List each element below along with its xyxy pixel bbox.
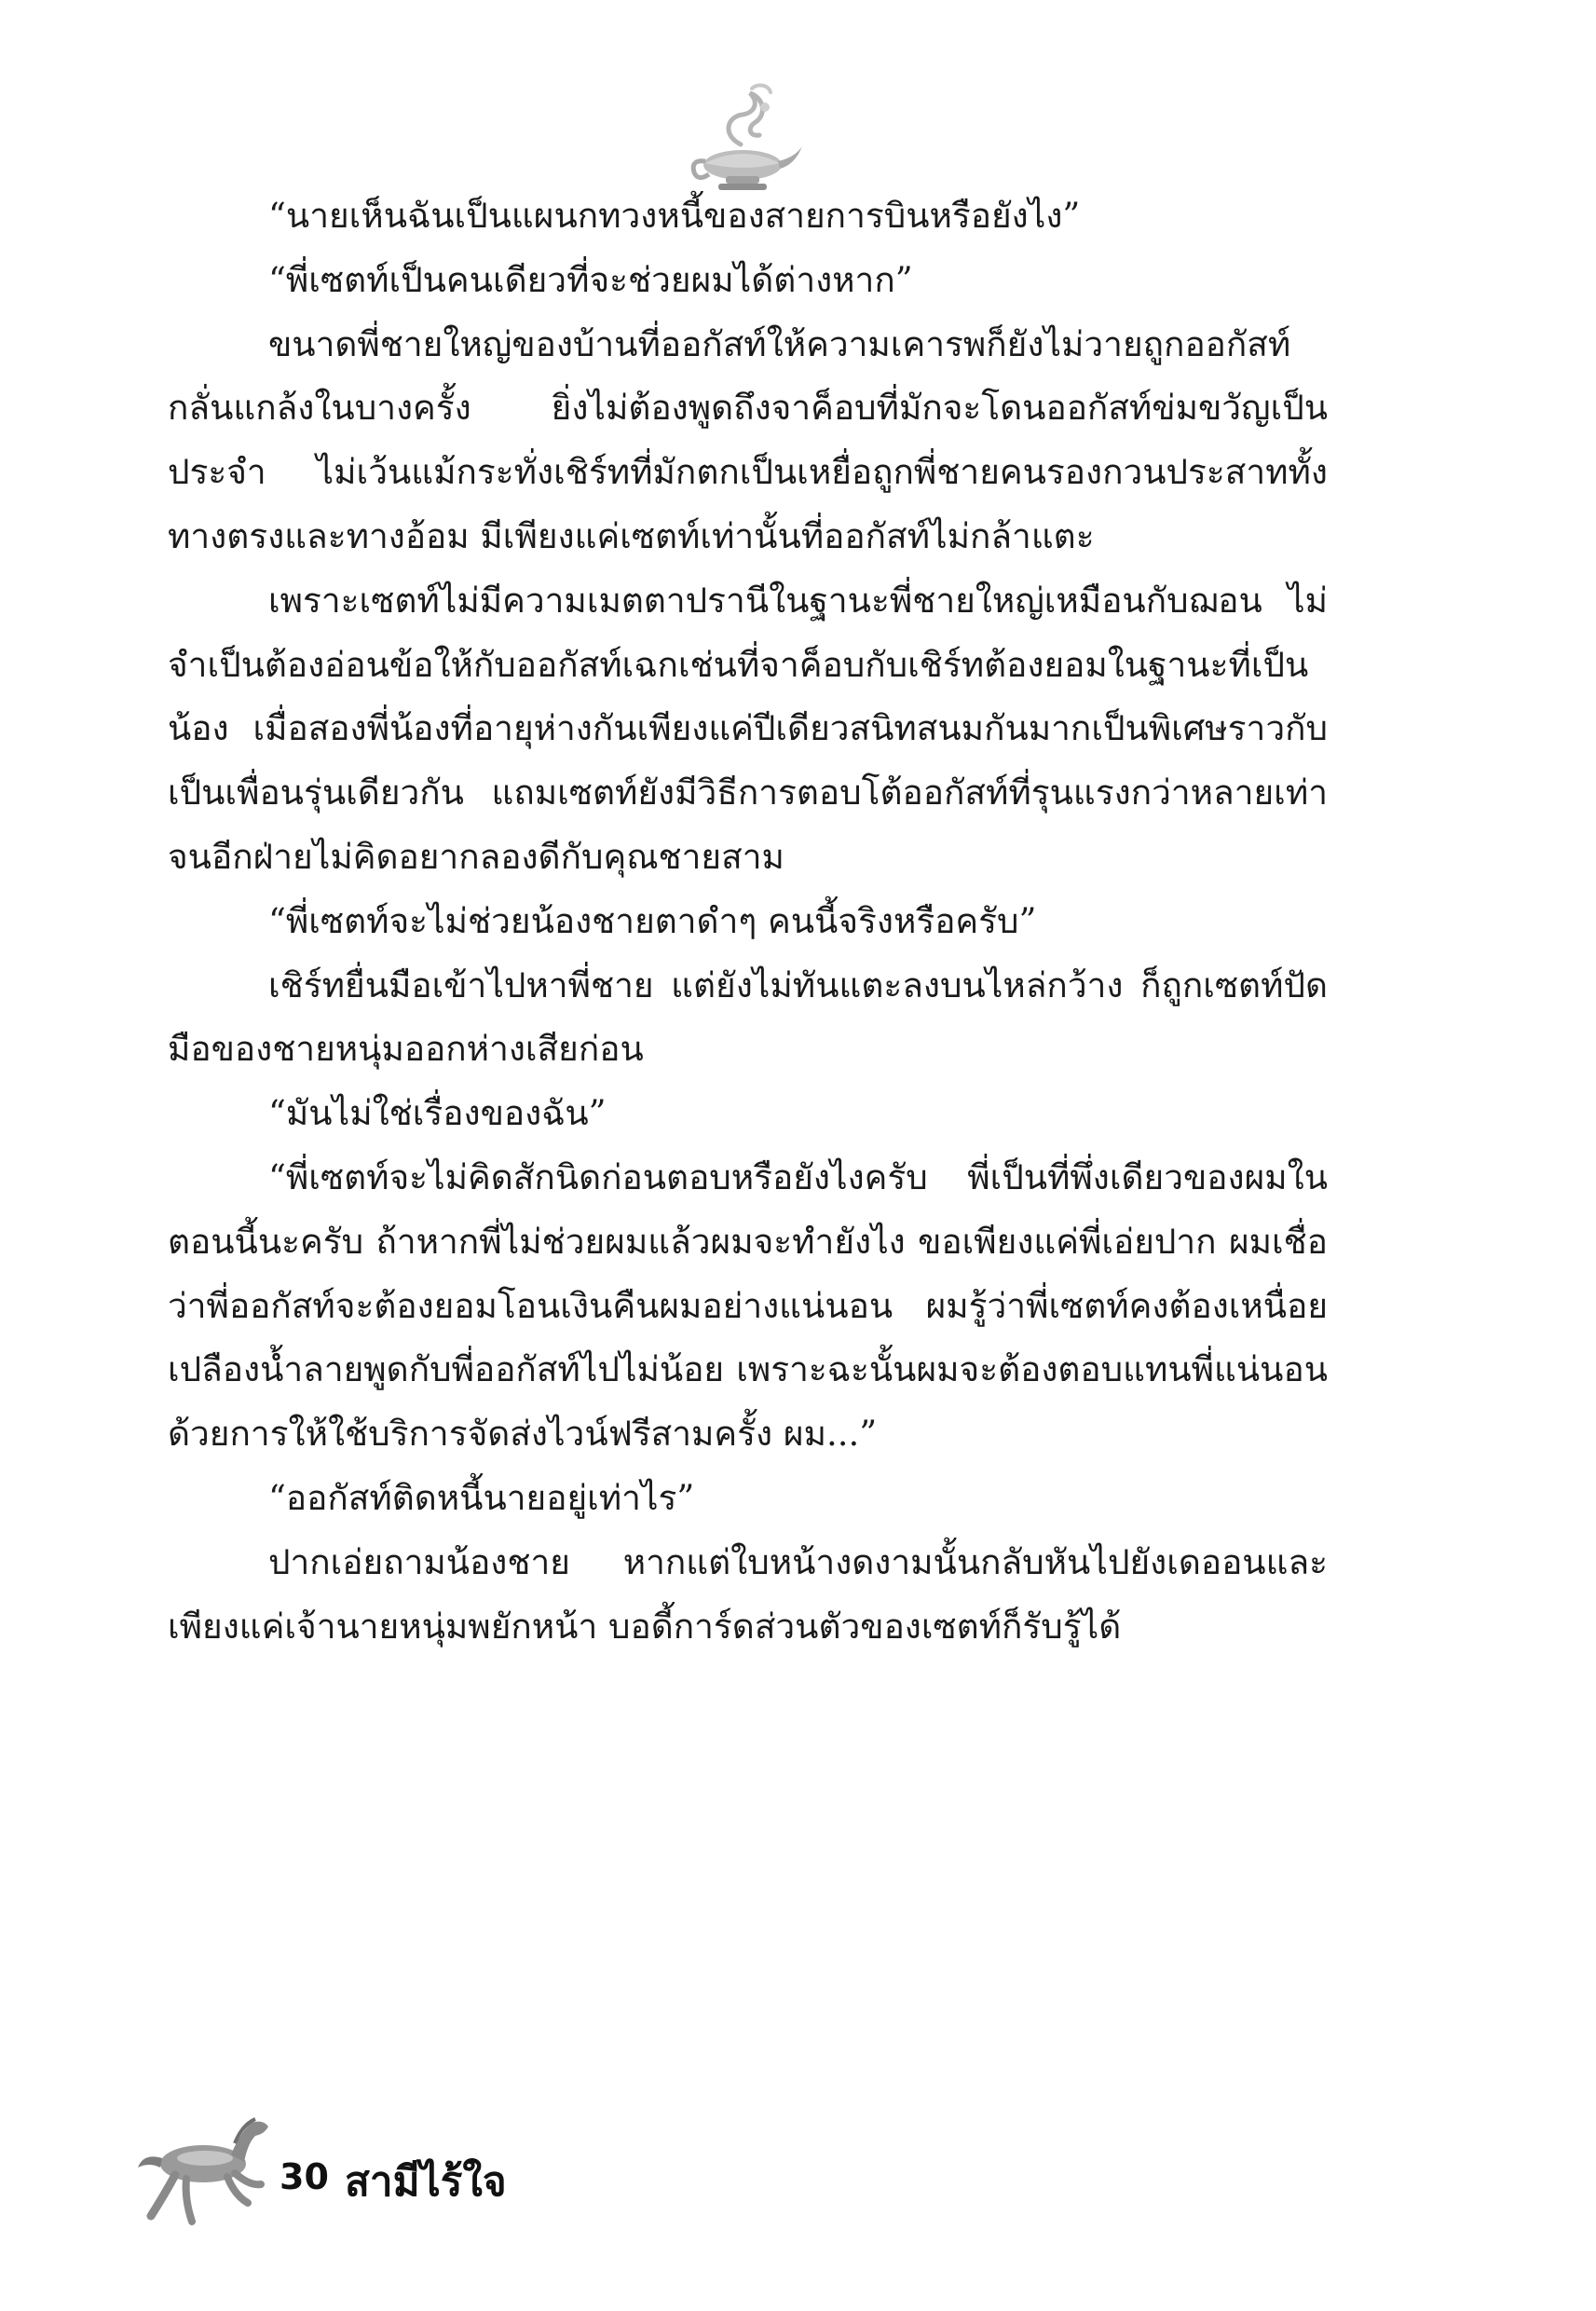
paragraph: “พี่เซตท์เป็นคนเดียวที่จะช่วยผมได้ต่างหาก”	[268, 259, 913, 300]
page-footer	[130, 2106, 689, 2236]
horse-icon	[130, 2106, 284, 2236]
paragraph: “พี่เซตท์จะไม่ช่วยน้องชายตาดำๆ คนนี้จริงหรือครับ”	[268, 900, 1037, 941]
paragraph: ปากเอ่ยถามน้องชาย หากแต่ใบหน้างดงามนั้นกลับหันไปยังเดออนและเพียงแค่เจ้านายหนุ่มพยักหน้า บอดี้การ์ดส่วนตัวของเซตท์ก็รับรู้ได้	[168, 1541, 1328, 1647]
book-title: สามีไร้ใจ	[345, 2158, 507, 2206]
body-text	[168, 185, 1328, 1659]
paragraph: “ออกัสท์ติดหนี้นายอยู่เท่าไร”	[268, 1477, 695, 1518]
paragraph: ขนาดพี่ชายใหญ่ของบ้านที่ออกัสท์ให้ความเคารพก็ยังไม่วายถูกออกัสท์กลั่นแกล้งในบางครั้ง ยิ่งไม่ต้องพูดถึงจาค็อบที่มักจะโดนออกัสท์ข่มขวัญเป็นประจำ ไม่เว้นแม้กระทั่งเชิร์ทที่มักตกเป็นเหยื่อถูกพี่ชายคนรองกวนประสาททั้งทางตรงและทางอ้อม มีเพียงแค่เซตท์เท่านั้นที่ออกัสท์ไม่กล้าแตะ	[168, 323, 1328, 556]
page-number: 30	[280, 2156, 329, 2197]
genie-lamp-icon	[685, 79, 806, 200]
paragraph: “พี่เซตท์จะไม่คิดสักนิดก่อนตอบหรือยังไงครับ พี่เป็นที่พึ่งเดียวของผมในตอนนี้นะครับ ถ้าหากพี่ไม่ช่วยผมแล้วผมจะทำยังไง ขอเพียงแค่พี่เอ่ยปาก ผมเชื่อว่าพี่ออกัสท์จะต้องยอมโอนเงินคืนผมอย่างแน่นอน ผมรู้ว่าพี่เซตท์คงต้องเหนื่อยเปลืองน้ำลายพูดกับพี่ออกัสท์ไปไม่น้อย เพราะฉะนั้นผมจะต้องตอบแทนพี่แน่นอนด้วยการให้ใช้บริการจัดส่งไวน์ฟรีสามครั้ง ผม...”	[168, 1156, 1328, 1455]
paragraph: “นายเห็นฉันเป็นแผนกทวงหนี้ของสายการบินหรือยังไง”	[268, 196, 1081, 236]
paragraph: เพราะเซตท์ไม่มีความเมตตาปรานีในฐานะพี่ชายใหญ่เหมือนกับฌอน ไม่จำเป็นต้องอ่อนข้อให้กับออกัสท์เฉกเช่นที่จาค็อบกับเชิร์ทต้องยอมในฐานะที่เป็นน้อง เมื่อสองพี่น้องที่อายุห่างกันเพียงแค่ปีเดียวสนิทสนมกันมากเป็นพิเศษราวกับเป็นเพื่อนรุ่นเดียวกัน แถมเซตท์ยังมีวิธีการตอบโต้ออกัสท์ที่รุนแรงกว่าหลายเท่า จนอีกฝ่ายไม่คิดอยากลองดีกับคุณชายสาม	[168, 580, 1328, 877]
paragraph: “มันไม่ใช่เรื่องของฉัน”	[268, 1093, 607, 1134]
paragraph: เชิร์ทยื่นมือเข้าไปหาพี่ชาย แต่ยังไม่ทันแตะลงบนไหล่กว้าง ก็ถูกเซตท์ปัดมือของชายหนุ่มออกห่างเสียก่อน	[168, 964, 1328, 1070]
